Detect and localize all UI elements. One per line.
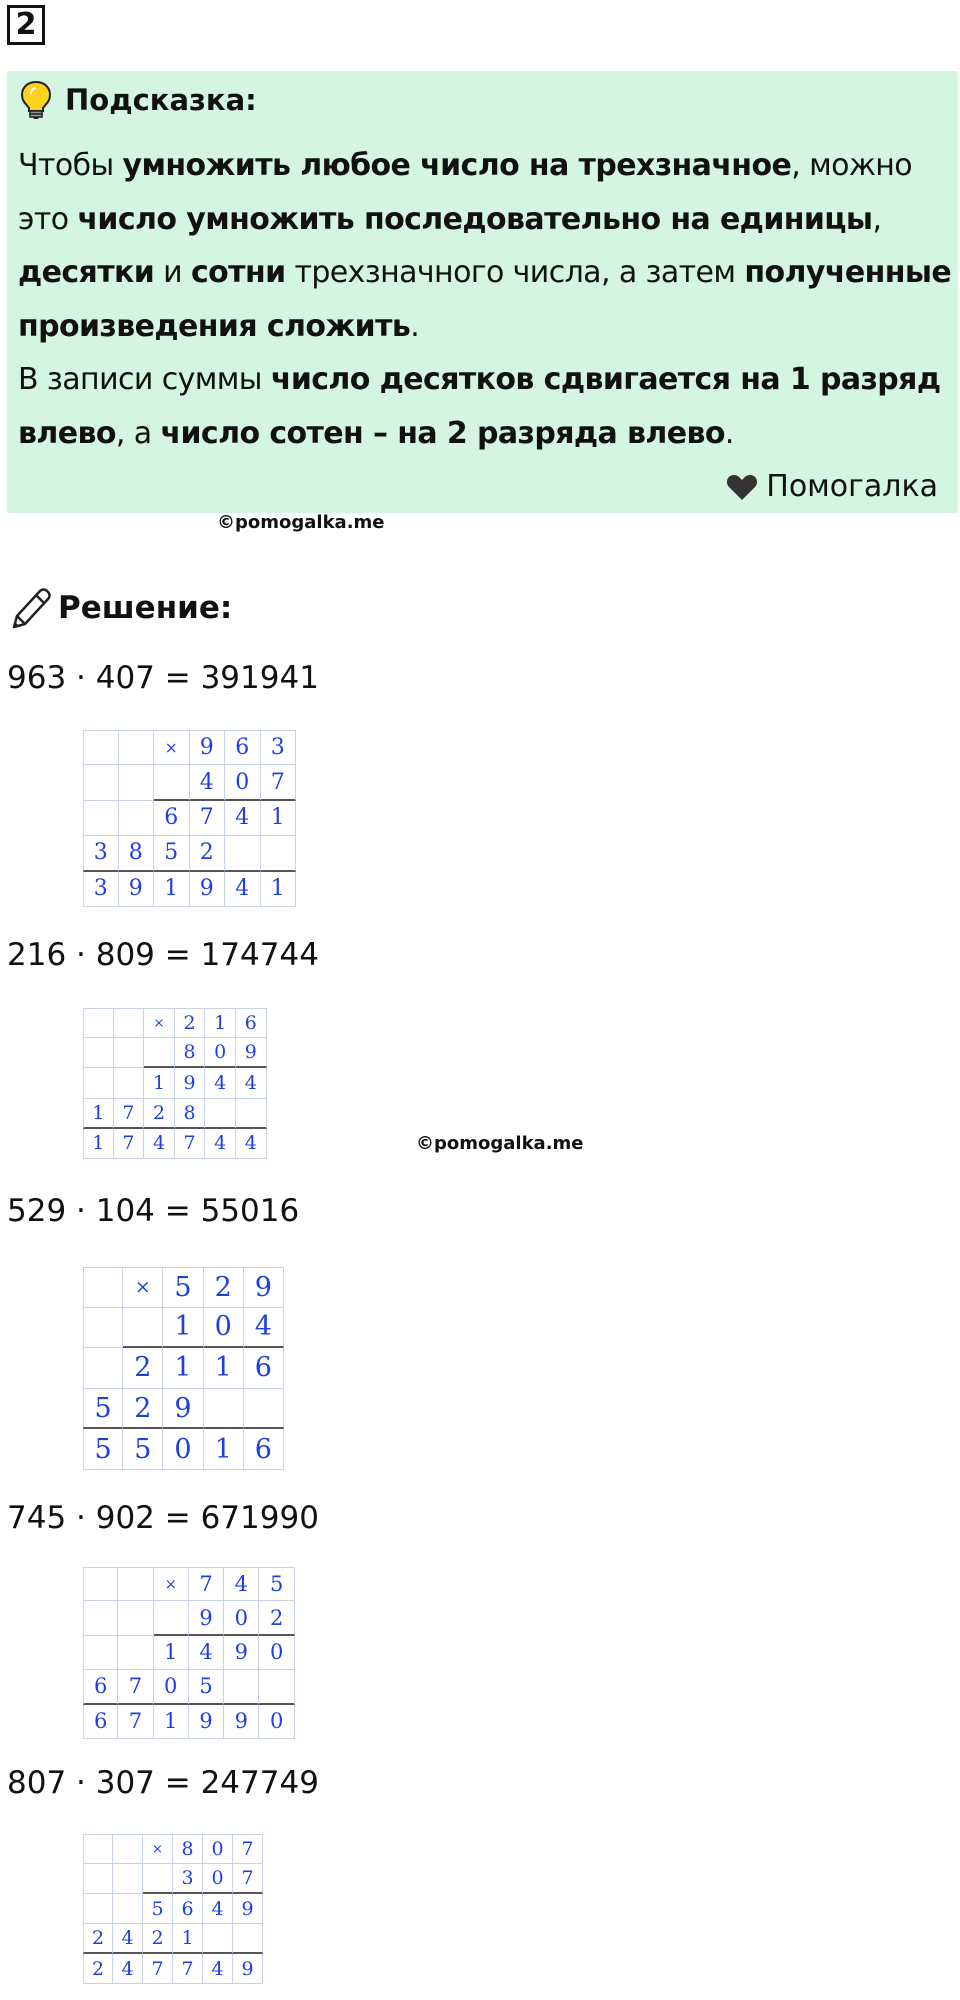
digit-cell: 7: [233, 1834, 263, 1864]
multiply-sign: ×: [144, 1008, 175, 1038]
digit-cell: [119, 801, 155, 836]
digit-cell: 8: [175, 1099, 206, 1129]
digit-cell: 5: [123, 1429, 163, 1470]
digit-cell: [144, 1038, 175, 1068]
digit-cell: [83, 1008, 114, 1038]
hint-text-run: В записи суммы: [18, 362, 271, 398]
digit-cell: 9: [233, 1894, 263, 1924]
digit-cell: 1: [83, 1099, 114, 1129]
digit-cell: 1: [144, 1068, 175, 1098]
digit-cell: 9: [236, 1038, 267, 1068]
solution-title: Решение:: [58, 590, 233, 626]
digit-cell: [143, 1864, 173, 1894]
digit-cell: 0: [204, 1308, 244, 1349]
digit-cell: 0: [154, 1670, 189, 1704]
digit-cell: 9: [119, 872, 155, 907]
digit-cell: 9: [224, 1636, 259, 1670]
multiply-sign: ×: [143, 1834, 173, 1864]
digit-cell: 1: [163, 1348, 203, 1389]
digit-cell: 1: [83, 1129, 114, 1159]
digit-cell: 6: [83, 1670, 118, 1704]
digit-cell: 4: [113, 1954, 143, 1984]
digit-cell: 0: [203, 1864, 233, 1894]
digit-cell: 6: [244, 1429, 284, 1470]
digit-cell: 4: [144, 1129, 175, 1159]
digit-cell: 7: [118, 1670, 153, 1704]
digit-cell: [114, 1068, 145, 1098]
digit-cell: 9: [224, 1705, 259, 1739]
digit-cell: [83, 1068, 114, 1098]
hint-paragraph-2: [18, 353, 953, 460]
digit-cell: [154, 1601, 189, 1635]
digit-cell: [83, 765, 119, 800]
digit-cell: 2: [175, 1008, 206, 1038]
multiplication-table: [83, 1008, 267, 1159]
digit-cell: 2: [259, 1601, 294, 1635]
digit-cell: 2: [123, 1389, 163, 1430]
digit-cell: 4: [244, 1308, 284, 1349]
digit-cell: 0: [225, 765, 261, 800]
hint-box: [7, 71, 958, 513]
digit-cell: [259, 1670, 294, 1704]
brand-name: Помогалка: [766, 469, 938, 504]
digit-cell: 2: [83, 1924, 113, 1954]
digit-cell: [113, 1864, 143, 1894]
digit-cell: 8: [175, 1038, 206, 1068]
digit-cell: 2: [143, 1924, 173, 1954]
digit-cell: 4: [225, 801, 261, 836]
digit-cell: [83, 1601, 118, 1635]
digit-cell: [123, 1308, 163, 1349]
digit-cell: [83, 1267, 123, 1308]
digit-cell: 7: [190, 801, 226, 836]
digit-cell: 1: [205, 1008, 236, 1038]
digit-cell: [113, 1834, 143, 1864]
multiply-sign: ×: [123, 1267, 163, 1308]
hint-bold-text: умножить любое число на трехзначное: [122, 148, 792, 183]
digit-cell: 6: [83, 1705, 118, 1739]
solution-header: [8, 583, 232, 633]
digit-cell: [114, 1008, 145, 1038]
digit-cell: 8: [173, 1834, 203, 1864]
digit-cell: 7: [261, 765, 297, 800]
digit-cell: 4: [205, 1129, 236, 1159]
hint-text-run: .: [410, 308, 420, 344]
hint-text-run: трехзначного числа, а затем: [285, 255, 745, 291]
digit-cell: 2: [123, 1348, 163, 1389]
digit-cell: 1: [261, 801, 297, 836]
digit-cell: 7: [233, 1864, 263, 1894]
multiplication-table: [83, 1834, 263, 1984]
digit-cell: 7: [173, 1954, 203, 1984]
equation: 216 · 809 = 174744: [7, 937, 319, 973]
digit-cell: 1: [204, 1348, 244, 1389]
digit-cell: [83, 730, 119, 765]
equation: 745 · 902 = 671990: [7, 1500, 319, 1536]
hint-text-run: ,: [872, 201, 882, 237]
digit-cell: 9: [189, 1601, 224, 1635]
digit-cell: 0: [205, 1038, 236, 1068]
digit-cell: [233, 1924, 263, 1954]
digit-cell: 7: [143, 1954, 173, 1984]
digit-cell: 2: [190, 836, 226, 871]
digit-cell: 4: [203, 1954, 233, 1984]
digit-cell: [224, 1670, 259, 1704]
multiplication-table: [83, 1567, 295, 1739]
digit-cell: 7: [114, 1099, 145, 1129]
hint-bold-text: полученные произведения сложить: [18, 255, 952, 344]
digit-cell: [83, 1038, 114, 1068]
digit-cell: 9: [233, 1954, 263, 1984]
digit-cell: [83, 1567, 118, 1601]
digit-cell: 4: [113, 1924, 143, 1954]
digit-cell: 5: [83, 1389, 123, 1430]
digit-cell: 9: [244, 1267, 284, 1308]
digit-cell: 6: [225, 730, 261, 765]
digit-cell: 2: [204, 1267, 244, 1308]
digit-cell: [83, 1348, 123, 1389]
hint-text: [18, 139, 953, 461]
digit-cell: 9: [189, 1705, 224, 1739]
digit-cell: 1: [154, 1636, 189, 1670]
watermark: ©pomogalka.me: [217, 512, 385, 533]
digit-cell: [83, 1894, 113, 1924]
digit-cell: 9: [175, 1068, 206, 1098]
digit-cell: [118, 1567, 153, 1601]
digit-cell: 0: [259, 1705, 294, 1739]
digit-cell: [244, 1389, 284, 1430]
hint-bold-text: число сотен – на 2 разряда влево: [160, 415, 725, 451]
hint-text-run: .: [724, 415, 734, 451]
digit-cell: 2: [83, 1954, 113, 1984]
digit-cell: [154, 765, 190, 800]
digit-cell: 1: [163, 1308, 203, 1349]
digit-cell: [236, 1099, 267, 1129]
heart-icon: [726, 473, 758, 501]
digit-cell: 4: [236, 1068, 267, 1098]
digit-cell: 4: [189, 1636, 224, 1670]
digit-cell: [83, 1308, 123, 1349]
digit-cell: 6: [236, 1008, 267, 1038]
hint-text-run: и: [154, 255, 191, 291]
digit-cell: 3: [173, 1864, 203, 1894]
digit-cell: 0: [224, 1601, 259, 1635]
hint-text-run: , а: [115, 415, 161, 451]
digit-cell: [119, 765, 155, 800]
digit-cell: 4: [224, 1567, 259, 1601]
digit-cell: [119, 730, 155, 765]
digit-cell: 4: [203, 1894, 233, 1924]
digit-cell: [203, 1924, 233, 1954]
digit-cell: 0: [203, 1834, 233, 1864]
hint-bold-text: число десятков сдвигается на 1 разряд влево: [18, 362, 941, 451]
task-number: 2: [7, 5, 45, 45]
digit-cell: 5: [154, 836, 190, 871]
digit-cell: [113, 1894, 143, 1924]
digit-cell: 1: [173, 1924, 203, 1954]
digit-cell: [225, 836, 261, 871]
digit-cell: 1: [154, 1705, 189, 1739]
multiply-sign: ×: [154, 730, 190, 765]
digit-cell: [83, 1834, 113, 1864]
hint-header: [19, 77, 257, 123]
digit-cell: 8: [119, 836, 155, 871]
digit-cell: 2: [144, 1099, 175, 1129]
digit-cell: 7: [114, 1129, 145, 1159]
digit-cell: 0: [259, 1636, 294, 1670]
digit-cell: 3: [83, 872, 119, 907]
multiplication-table: [83, 730, 296, 907]
digit-cell: 4: [190, 765, 226, 800]
digit-cell: 9: [190, 872, 226, 907]
digit-cell: 6: [173, 1894, 203, 1924]
digit-cell: 1: [261, 872, 297, 907]
digit-cell: [114, 1038, 145, 1068]
hint-bold-text: сотни: [190, 255, 286, 291]
hint-bold-text: десятки: [18, 255, 155, 291]
hint-paragraph-1: [18, 139, 953, 353]
watermark: ©pomogalka.me: [416, 1133, 584, 1154]
digit-cell: [118, 1601, 153, 1635]
digit-cell: 5: [189, 1670, 224, 1704]
digit-cell: 3: [83, 836, 119, 871]
digit-cell: [204, 1389, 244, 1430]
digit-cell: 7: [175, 1129, 206, 1159]
digit-cell: 5: [143, 1894, 173, 1924]
digit-cell: [205, 1099, 236, 1129]
digit-cell: 5: [259, 1567, 294, 1601]
digit-cell: 1: [204, 1429, 244, 1470]
equation: 529 · 104 = 55016: [7, 1193, 300, 1229]
digit-cell: 4: [205, 1068, 236, 1098]
digit-cell: [261, 836, 297, 871]
digit-cell: 9: [163, 1389, 203, 1430]
digit-cell: 6: [244, 1348, 284, 1389]
digit-cell: 1: [154, 872, 190, 907]
pencil-icon: [8, 585, 52, 631]
multiplication-table: [83, 1267, 284, 1470]
digit-cell: 4: [236, 1129, 267, 1159]
multiply-sign: ×: [154, 1567, 189, 1601]
digit-cell: 9: [190, 730, 226, 765]
digit-cell: [83, 801, 119, 836]
digit-cell: 5: [163, 1267, 203, 1308]
digit-cell: [118, 1636, 153, 1670]
digit-cell: 0: [163, 1429, 203, 1470]
lightbulb-icon: [19, 80, 53, 120]
digit-cell: 3: [261, 730, 297, 765]
digit-cell: [83, 1636, 118, 1670]
hint-text-run: Чтобы: [18, 148, 123, 183]
hint-title: Подсказка:: [65, 83, 257, 117]
digit-cell: [83, 1864, 113, 1894]
equation: 807 · 307 = 247749: [7, 1765, 319, 1801]
hint-text-run: , можно это: [18, 148, 913, 237]
hint-bold-text: число умножить последовательно на единицы: [77, 201, 873, 237]
digit-cell: 4: [225, 872, 261, 907]
digit-cell: 7: [189, 1567, 224, 1601]
digit-cell: 6: [154, 801, 190, 836]
brand-signature: [726, 469, 938, 504]
digit-cell: 7: [118, 1705, 153, 1739]
equation: 963 · 407 = 391941: [7, 660, 319, 696]
digit-cell: 5: [83, 1429, 123, 1470]
